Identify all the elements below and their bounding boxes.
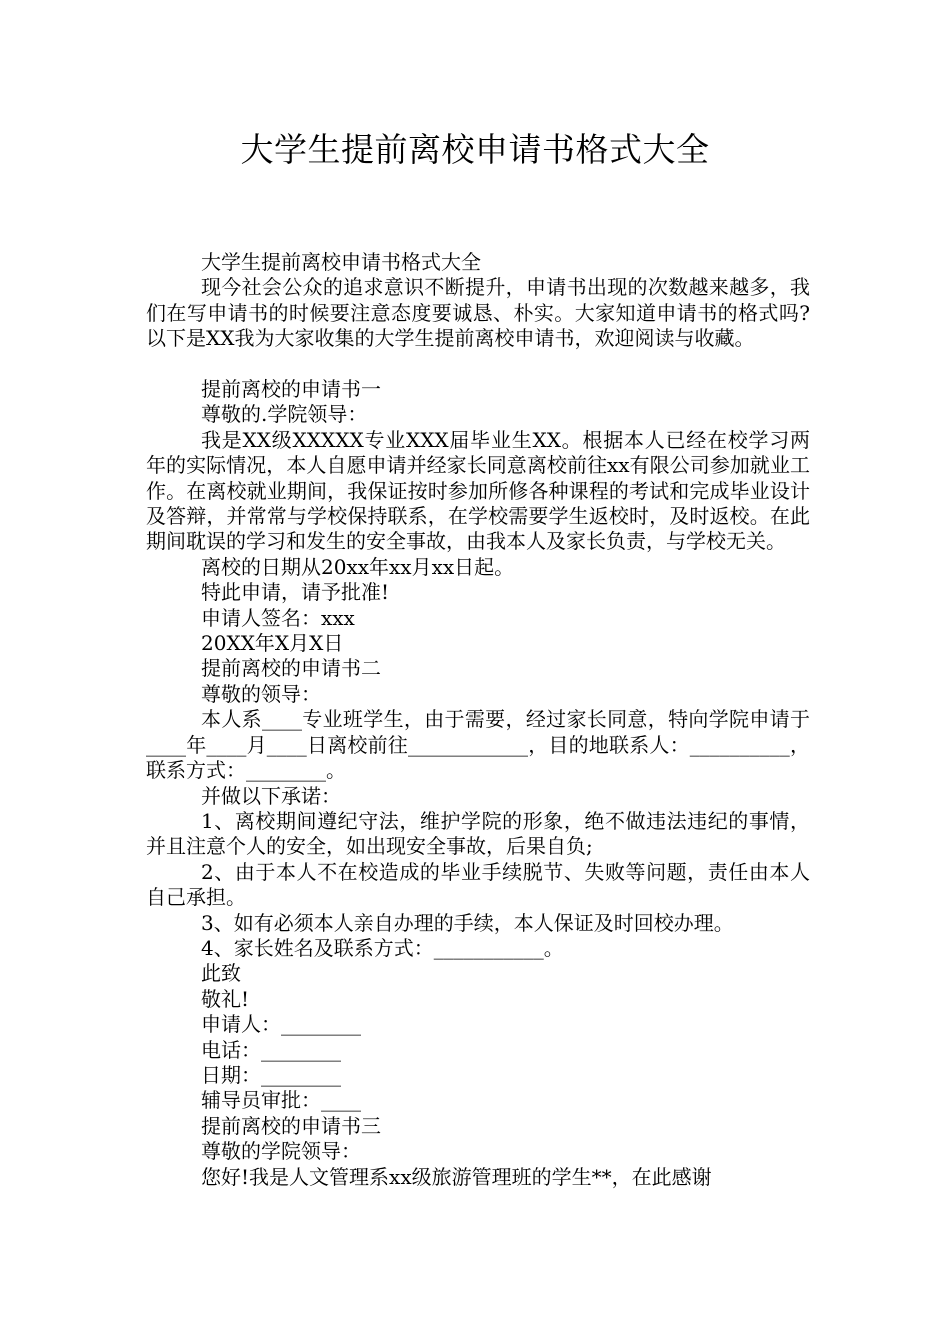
- paragraph-request: 特此申请，请予批准!: [201, 580, 390, 605]
- document-title: 大学生提前离校申请书格式大全: [240, 130, 710, 169]
- paragraph-body: 您好!我是人文管理系xx级旅游管理班的学生**，在此感谢: [201, 1164, 712, 1189]
- salutation: 尊敬的学院领导：: [201, 1139, 361, 1164]
- paragraph-leave-date: 离校的日期从20xx年xx月xx日起。: [201, 554, 515, 579]
- salutation: 尊敬的领导：: [201, 681, 321, 706]
- paragraph-intro: 现今社会公众的追求意识不断提升，申请书出现的次数越来越多，我们在写申请书的时候要注意态度要诚恳、朴实。大家知道申请书的格式吗?以下是XX我为大家收集的大学生提前离校申请书，欢迎阅读与收藏。: [146, 275, 810, 351]
- paragraph-body: 我是XX级XXXXX专业XXX届毕业生XX。根据本人已经在校学习两年的实际情况，本人自愿申请并经家长同意离校前往xx有限公司参加就业工作。在离校就业期间，我保证按时参加所修各种课程的考试和完成毕业设计及答辩，并常常与学校保持联系，在学校需要学生返校时，及时返校。在此期间耽误的学习和发生的安全事故，由我本人及家长负责，与学校无关。: [146, 427, 810, 554]
- section-heading-letter-two: 提前离校的申请书二: [201, 656, 381, 681]
- section-heading-letter-three: 提前离校的申请书三: [201, 1113, 381, 1138]
- commitment-item: 1、离校期间遵纪守法，维护学院的形象，绝不做违法违纪的事情，并且注意个人的安全，如出现安全事故，后果自负;: [146, 808, 810, 859]
- applicant-signature: 申请人签名：xxx: [201, 605, 355, 630]
- closing-salute: 敬礼!: [201, 986, 250, 1011]
- salutation: 尊敬的.学院领导：: [201, 402, 368, 427]
- commitment-item: 2、由于本人不在校造成的毕业手续脱节、失败等问题，责任由本人自己承担。: [146, 859, 810, 910]
- commitment-item: 4、家长姓名及联系方式：___________。: [201, 935, 564, 960]
- date-field: 日期：________: [201, 1062, 341, 1087]
- section-heading-letter-one: 提前离校的申请书一: [201, 377, 381, 402]
- paragraph-subtitle: 大学生提前离校申请书格式大全: [201, 250, 481, 274]
- paragraph-body: 本人系____专业班学生，由于需要，经过家长同意，特向学院申请于____年____月____日离校前往____________，目的地联系人：__________，联系方式：________。: [146, 707, 810, 783]
- counselor-approval-field: 辅导员审批：____: [201, 1088, 361, 1113]
- signature-date: 20XX年X月X日: [201, 631, 344, 656]
- applicant-field: 申请人：________: [201, 1012, 361, 1037]
- phone-field: 电话：________: [201, 1037, 341, 1062]
- closing-phrase: 此致: [201, 961, 241, 986]
- paragraph-commitment-intro: 并做以下承诺：: [201, 783, 341, 808]
- commitment-item: 3、如有必须本人亲自办理的手续，本人保证及时回校办理。: [201, 910, 734, 935]
- document-body: [146, 250, 810, 1190]
